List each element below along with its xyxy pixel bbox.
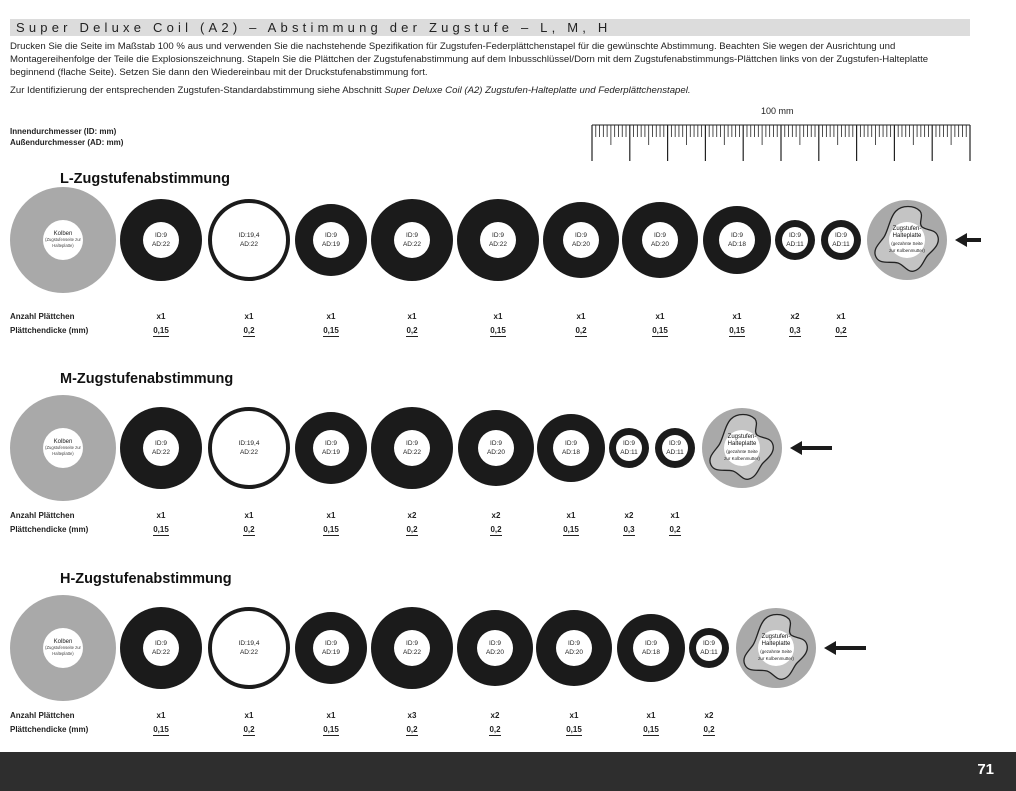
shim-count: x2	[624, 511, 634, 520]
shim-washer	[457, 610, 533, 686]
piston-center	[43, 220, 83, 260]
shim-count: x1	[326, 511, 336, 520]
plate-label-4: zur Kolbenmutter)	[889, 248, 925, 253]
shim-hole	[662, 435, 688, 461]
shim-thickness	[229, 326, 269, 335]
plate-label-1: Zugstufen-	[892, 226, 922, 232]
intro-paragraph-1: Drucken Sie die Seite im Maßstab 100 % aus und verwenden Sie die nachstehende Spezifikation für Zugstufen-Federplättchenstapel für die gewünschte Abstimmung. Beachten Sie wegen der Ausrichtung und Montagereihenfolge der Teile die Explosionszeichnung. Stapeln Sie die Plättchen der Zugstufenabstimmung auf dem Inbusschlüssel/Dorn mit dem Zugstufenabstimmungs-Plättchen links von der Zugstufen-Halteplatte beginnend (flache Seite). Setzen Sie dann den Wiedereinbau mit der Druckstufenabstimmung fort.	[10, 41, 929, 78]
shim-thickness-value: 0,15	[652, 326, 668, 335]
shim-thickness	[311, 525, 351, 534]
shim-count: x1	[326, 312, 336, 321]
shim-id: ID:9	[489, 640, 501, 647]
shim-washer	[458, 410, 534, 486]
shim-washer	[655, 428, 695, 468]
shim-thickness-value: 0,2	[669, 525, 681, 534]
shim-hole	[478, 430, 514, 466]
shim-thickness	[689, 725, 729, 734]
shim-id: ID:9	[325, 640, 337, 647]
shim-ad: AD:22	[239, 649, 259, 656]
intro-paragraph-2-text: Zur Identifizierung der entsprechenden Zugstufen-Standardabstimmung siehe Abschnitt	[10, 85, 385, 96]
shim-count: x1	[655, 312, 665, 321]
shim-hole	[642, 222, 678, 258]
shim-thickness	[141, 725, 181, 734]
thickness-row-label: Plättchendicke (mm)	[10, 725, 89, 734]
id-legend: Innendurchmesser (ID: mm)	[10, 127, 117, 136]
shim-count: x1	[836, 312, 846, 321]
shim-count: x1	[569, 711, 579, 720]
shim-count: x1	[646, 711, 656, 720]
shim-thickness-value: 0,15	[643, 725, 659, 734]
shim-count: x1	[732, 312, 742, 321]
shim-thickness	[821, 326, 861, 335]
intro-text	[10, 40, 970, 102]
shim-thickness-value: 0,2	[703, 725, 715, 734]
shim-thickness-value: 0,15	[153, 326, 169, 335]
shim-hole	[394, 222, 430, 258]
shim-washer	[775, 220, 815, 260]
shim-washer	[208, 199, 290, 281]
shim-washer	[689, 628, 729, 668]
shim-washer	[371, 407, 453, 489]
shim-hole	[313, 430, 349, 466]
thickness-row-label: Plättchendicke (mm)	[10, 326, 89, 335]
shim-thickness	[229, 525, 269, 534]
shim-thickness-value: 0,15	[153, 525, 169, 534]
shim-id: ID:9	[645, 640, 657, 647]
arrow-shape	[790, 441, 832, 455]
shim-washer	[120, 407, 202, 489]
shim-hole	[556, 630, 592, 666]
shim-ad: AD:19	[321, 649, 341, 656]
section-title: H-Zugstufenabstimmung	[60, 571, 232, 587]
shim-count: x2	[490, 711, 500, 720]
shim-ad: AD:18	[641, 649, 661, 656]
shim-id: ID:9	[325, 440, 337, 447]
shim-id: ID:9	[731, 232, 743, 239]
shim-washer	[622, 202, 698, 278]
shim-thickness	[551, 525, 591, 534]
shim-count: x2	[491, 511, 501, 520]
section-reference: Super Deluxe Coil (A2) Zugstufen-Halteplatte und Federplättchenstapel.	[384, 85, 691, 96]
plate-label-4: zur Kolbenmutter)	[758, 656, 794, 661]
plate-label-2: Halteplatte	[727, 441, 757, 447]
shim-count: x1	[244, 511, 254, 520]
shim-washer	[537, 414, 605, 482]
plate-label-2: Halteplatte	[892, 233, 922, 239]
plate-label-2: Halteplatte	[761, 641, 791, 647]
shim-thickness-value: 0,15	[563, 525, 579, 534]
shim-washer	[208, 407, 290, 489]
shim-thickness	[392, 525, 432, 534]
shim-id: ID:9	[406, 640, 418, 647]
shim-hole	[633, 630, 669, 666]
shim-washer	[457, 199, 539, 281]
piston-center	[43, 628, 83, 668]
retainer-plate-label	[866, 199, 948, 281]
piston-label: Kolben	[53, 639, 73, 645]
plate-label-1: Zugstufen-	[727, 434, 757, 440]
piston-note: Halteplatte)	[52, 451, 74, 456]
arrow-left-icon	[790, 441, 832, 455]
shim-thickness-value: 0,15	[729, 326, 745, 335]
dimension-legend	[10, 126, 123, 148]
shim-id: ID:9	[703, 640, 715, 647]
shim-ad: AD:22	[402, 241, 422, 248]
shim-washer	[609, 428, 649, 468]
shim-id: ID:9	[575, 232, 587, 239]
shim-thickness-value: 0,15	[153, 725, 169, 734]
shim-hole	[782, 227, 808, 253]
shim-thickness-value: 0,3	[789, 326, 801, 335]
shim-count: x1	[244, 711, 254, 720]
arrow-left-icon	[955, 233, 981, 247]
shim-thickness	[229, 725, 269, 734]
piston-note: Halteplatte)	[52, 651, 74, 656]
shim-ad: AD:20	[486, 449, 506, 456]
shim-thickness-value: 0,15	[566, 725, 582, 734]
count-row-label: Anzahl Plättchen	[10, 511, 75, 520]
shim-thickness-value: 0,2	[243, 525, 255, 534]
shim-text	[212, 611, 286, 685]
section-title: L-Zugstufenabstimmung	[60, 171, 230, 187]
shim-id: ID:9	[406, 232, 418, 239]
shim-thickness	[311, 725, 351, 734]
shim-thickness	[640, 326, 680, 335]
shim-text	[212, 411, 286, 485]
shim-thickness	[475, 725, 515, 734]
shim-id: ID:19,4	[238, 232, 260, 239]
shim-thickness-value: 0,2	[406, 326, 418, 335]
shim-hole	[143, 630, 179, 666]
arrow-left-icon	[824, 641, 866, 655]
shim-ad: AD:20	[650, 241, 670, 248]
piston-label: Kolben	[53, 439, 73, 445]
shim-id: ID:19,4	[238, 440, 260, 447]
piston-note: (Zugstufenseite zur	[45, 237, 81, 242]
shim-id: ID:9	[155, 232, 167, 239]
shim-id: ID:9	[835, 232, 847, 239]
shim-thickness-value: 0,2	[490, 525, 502, 534]
shim-thickness	[631, 725, 671, 734]
shim-id: ID:9	[623, 440, 635, 447]
thickness-row-label: Plättchendicke (mm)	[10, 525, 89, 534]
shim-id: ID:9	[155, 440, 167, 447]
page-number: 71	[977, 761, 994, 778]
shim-ad: AD:11	[786, 241, 804, 248]
shim-id: ID:9	[565, 440, 577, 447]
arrow-shape	[824, 641, 866, 655]
shim-id: ID:9	[654, 232, 666, 239]
shim-washer	[295, 204, 367, 276]
shim-id: ID:9	[490, 440, 502, 447]
title-bar	[10, 19, 970, 36]
shim-washer	[295, 612, 367, 684]
shim-washer	[536, 610, 612, 686]
shim-ad: AD:20	[571, 241, 591, 248]
shim-ad: AD:22	[151, 449, 171, 456]
shim-count: x2	[704, 711, 714, 720]
shim-count: x1	[407, 312, 417, 321]
shim-thickness-value: 0,2	[835, 326, 847, 335]
retainer-plate-label	[701, 407, 783, 489]
piston-note: (Zugstufenseite zur	[45, 445, 81, 450]
arrow-shape	[955, 233, 981, 247]
shim-ad: AD:22	[151, 649, 171, 656]
shim-washer	[703, 206, 771, 274]
plate-label-4: zur Kolbenmutter)	[724, 456, 760, 461]
shim-hole	[394, 430, 430, 466]
shim-ad: AD:11	[700, 649, 718, 656]
shim-count: x1	[156, 511, 166, 520]
ruler-label: 100 mm	[761, 106, 794, 116]
section-title: M-Zugstufenabstimmung	[60, 371, 234, 387]
shim-thickness	[775, 326, 815, 335]
shim-hole	[477, 630, 513, 666]
shim-count: x2	[407, 511, 417, 520]
page-title: Super Deluxe Coil (A2) – Abstimmung der Zugstufe – L, M, H	[16, 20, 612, 35]
piston	[10, 595, 116, 701]
shim-thickness	[478, 326, 518, 335]
intro-paragraph-2	[10, 84, 970, 97]
shim-count: x1	[493, 312, 503, 321]
shim-washer	[295, 412, 367, 484]
shim-hole	[394, 630, 430, 666]
shim-hole	[696, 635, 722, 661]
retainer-plate-label	[735, 607, 817, 689]
retainer-plate	[701, 407, 783, 489]
plate-label-3: (gezahnte Seite	[891, 241, 923, 246]
shim-ad: AD:22	[239, 241, 259, 248]
piston-note: Halteplatte)	[52, 243, 74, 248]
shim-count: x1	[244, 312, 254, 321]
shim-ad: AD:11	[666, 449, 684, 456]
shim-count: x1	[156, 711, 166, 720]
piston-note: (Zugstufenseite zur	[45, 645, 81, 650]
piston	[10, 395, 116, 501]
shim-thickness-value: 0,2	[406, 525, 418, 534]
shim-hole	[563, 222, 599, 258]
shim-washer	[120, 607, 202, 689]
shim-id: ID:9	[406, 440, 418, 447]
shim-hole	[313, 222, 349, 258]
shim-washer	[371, 607, 453, 689]
plate-label-3: (gezahnte Seite	[726, 449, 758, 454]
shim-count: x1	[156, 312, 166, 321]
shim-thickness	[655, 525, 695, 534]
shim-id: ID:9	[568, 640, 580, 647]
shim-thickness	[561, 326, 601, 335]
shim-thickness	[476, 525, 516, 534]
shim-ad: AD:22	[402, 649, 422, 656]
shim-washer	[371, 199, 453, 281]
shim-thickness	[392, 326, 432, 335]
shim-count: x3	[407, 711, 417, 720]
shim-thickness-value: 0,2	[406, 725, 418, 734]
ruler-scale	[590, 121, 972, 165]
shim-thickness-value: 0,15	[323, 525, 339, 534]
shim-count: x1	[326, 711, 336, 720]
shim-washer	[208, 607, 290, 689]
shim-washer	[821, 220, 861, 260]
plate-label-1: Zugstufen-	[761, 634, 791, 640]
shim-washer	[543, 202, 619, 278]
shim-id: ID:9	[155, 640, 167, 647]
shim-hole	[719, 222, 755, 258]
shim-hole	[143, 430, 179, 466]
plate-label-3: (gezahnte Seite	[760, 649, 792, 654]
shim-thickness-value: 0,2	[575, 326, 587, 335]
shim-washer	[120, 199, 202, 281]
count-row-label: Anzahl Plättchen	[10, 312, 75, 321]
shim-thickness-value: 0,2	[243, 326, 255, 335]
shim-count: x1	[566, 511, 576, 520]
shim-thickness	[609, 525, 649, 534]
shim-ad: AD:22	[402, 449, 422, 456]
shim-thickness	[141, 525, 181, 534]
shim-count: x1	[670, 511, 680, 520]
piston-label: Kolben	[53, 231, 73, 237]
shim-ad: AD:19	[321, 449, 341, 456]
shim-thickness	[554, 725, 594, 734]
shim-text	[212, 203, 286, 277]
shim-id: ID:9	[492, 232, 504, 239]
shim-hole	[480, 222, 516, 258]
shim-thickness-value: 0,15	[323, 725, 339, 734]
shim-id: ID:19,4	[238, 640, 260, 647]
shim-ad: AD:20	[564, 649, 584, 656]
shim-ad: AD:11	[832, 241, 850, 248]
piston	[10, 187, 116, 293]
shim-id: ID:9	[325, 232, 337, 239]
shim-thickness-value: 0,15	[490, 326, 506, 335]
shim-hole	[313, 630, 349, 666]
shim-id: ID:9	[789, 232, 801, 239]
shim-hole	[616, 435, 642, 461]
shim-ad: AD:19	[321, 241, 341, 248]
shim-hole	[553, 430, 589, 466]
shim-thickness	[141, 326, 181, 335]
shim-hole	[143, 222, 179, 258]
shim-ad: AD:22	[239, 449, 259, 456]
shim-ad: AD:18	[727, 241, 747, 248]
shim-count: x2	[790, 312, 800, 321]
count-row-label: Anzahl Plättchen	[10, 711, 75, 720]
page-footer	[0, 752, 1016, 791]
shim-thickness	[311, 326, 351, 335]
shim-ad: AD:18	[561, 449, 581, 456]
shim-id: ID:9	[669, 440, 681, 447]
retainer-plate	[866, 199, 948, 281]
shim-thickness-value: 0,15	[323, 326, 339, 335]
ad-legend: Außendurchmesser (AD: mm)	[10, 138, 124, 147]
retainer-plate	[735, 607, 817, 689]
shim-thickness	[392, 725, 432, 734]
shim-count: x1	[576, 312, 586, 321]
shim-thickness	[717, 326, 757, 335]
shim-ad: AD:22	[488, 241, 508, 248]
shim-thickness-value: 0,2	[243, 725, 255, 734]
shim-washer	[617, 614, 685, 682]
piston-center	[43, 428, 83, 468]
shim-ad: AD:20	[485, 649, 505, 656]
shim-thickness-value: 0,3	[623, 525, 635, 534]
shim-hole	[828, 227, 854, 253]
shim-ad: AD:22	[151, 241, 171, 248]
shim-thickness-value: 0,2	[489, 725, 501, 734]
shim-ad: AD:11	[620, 449, 638, 456]
